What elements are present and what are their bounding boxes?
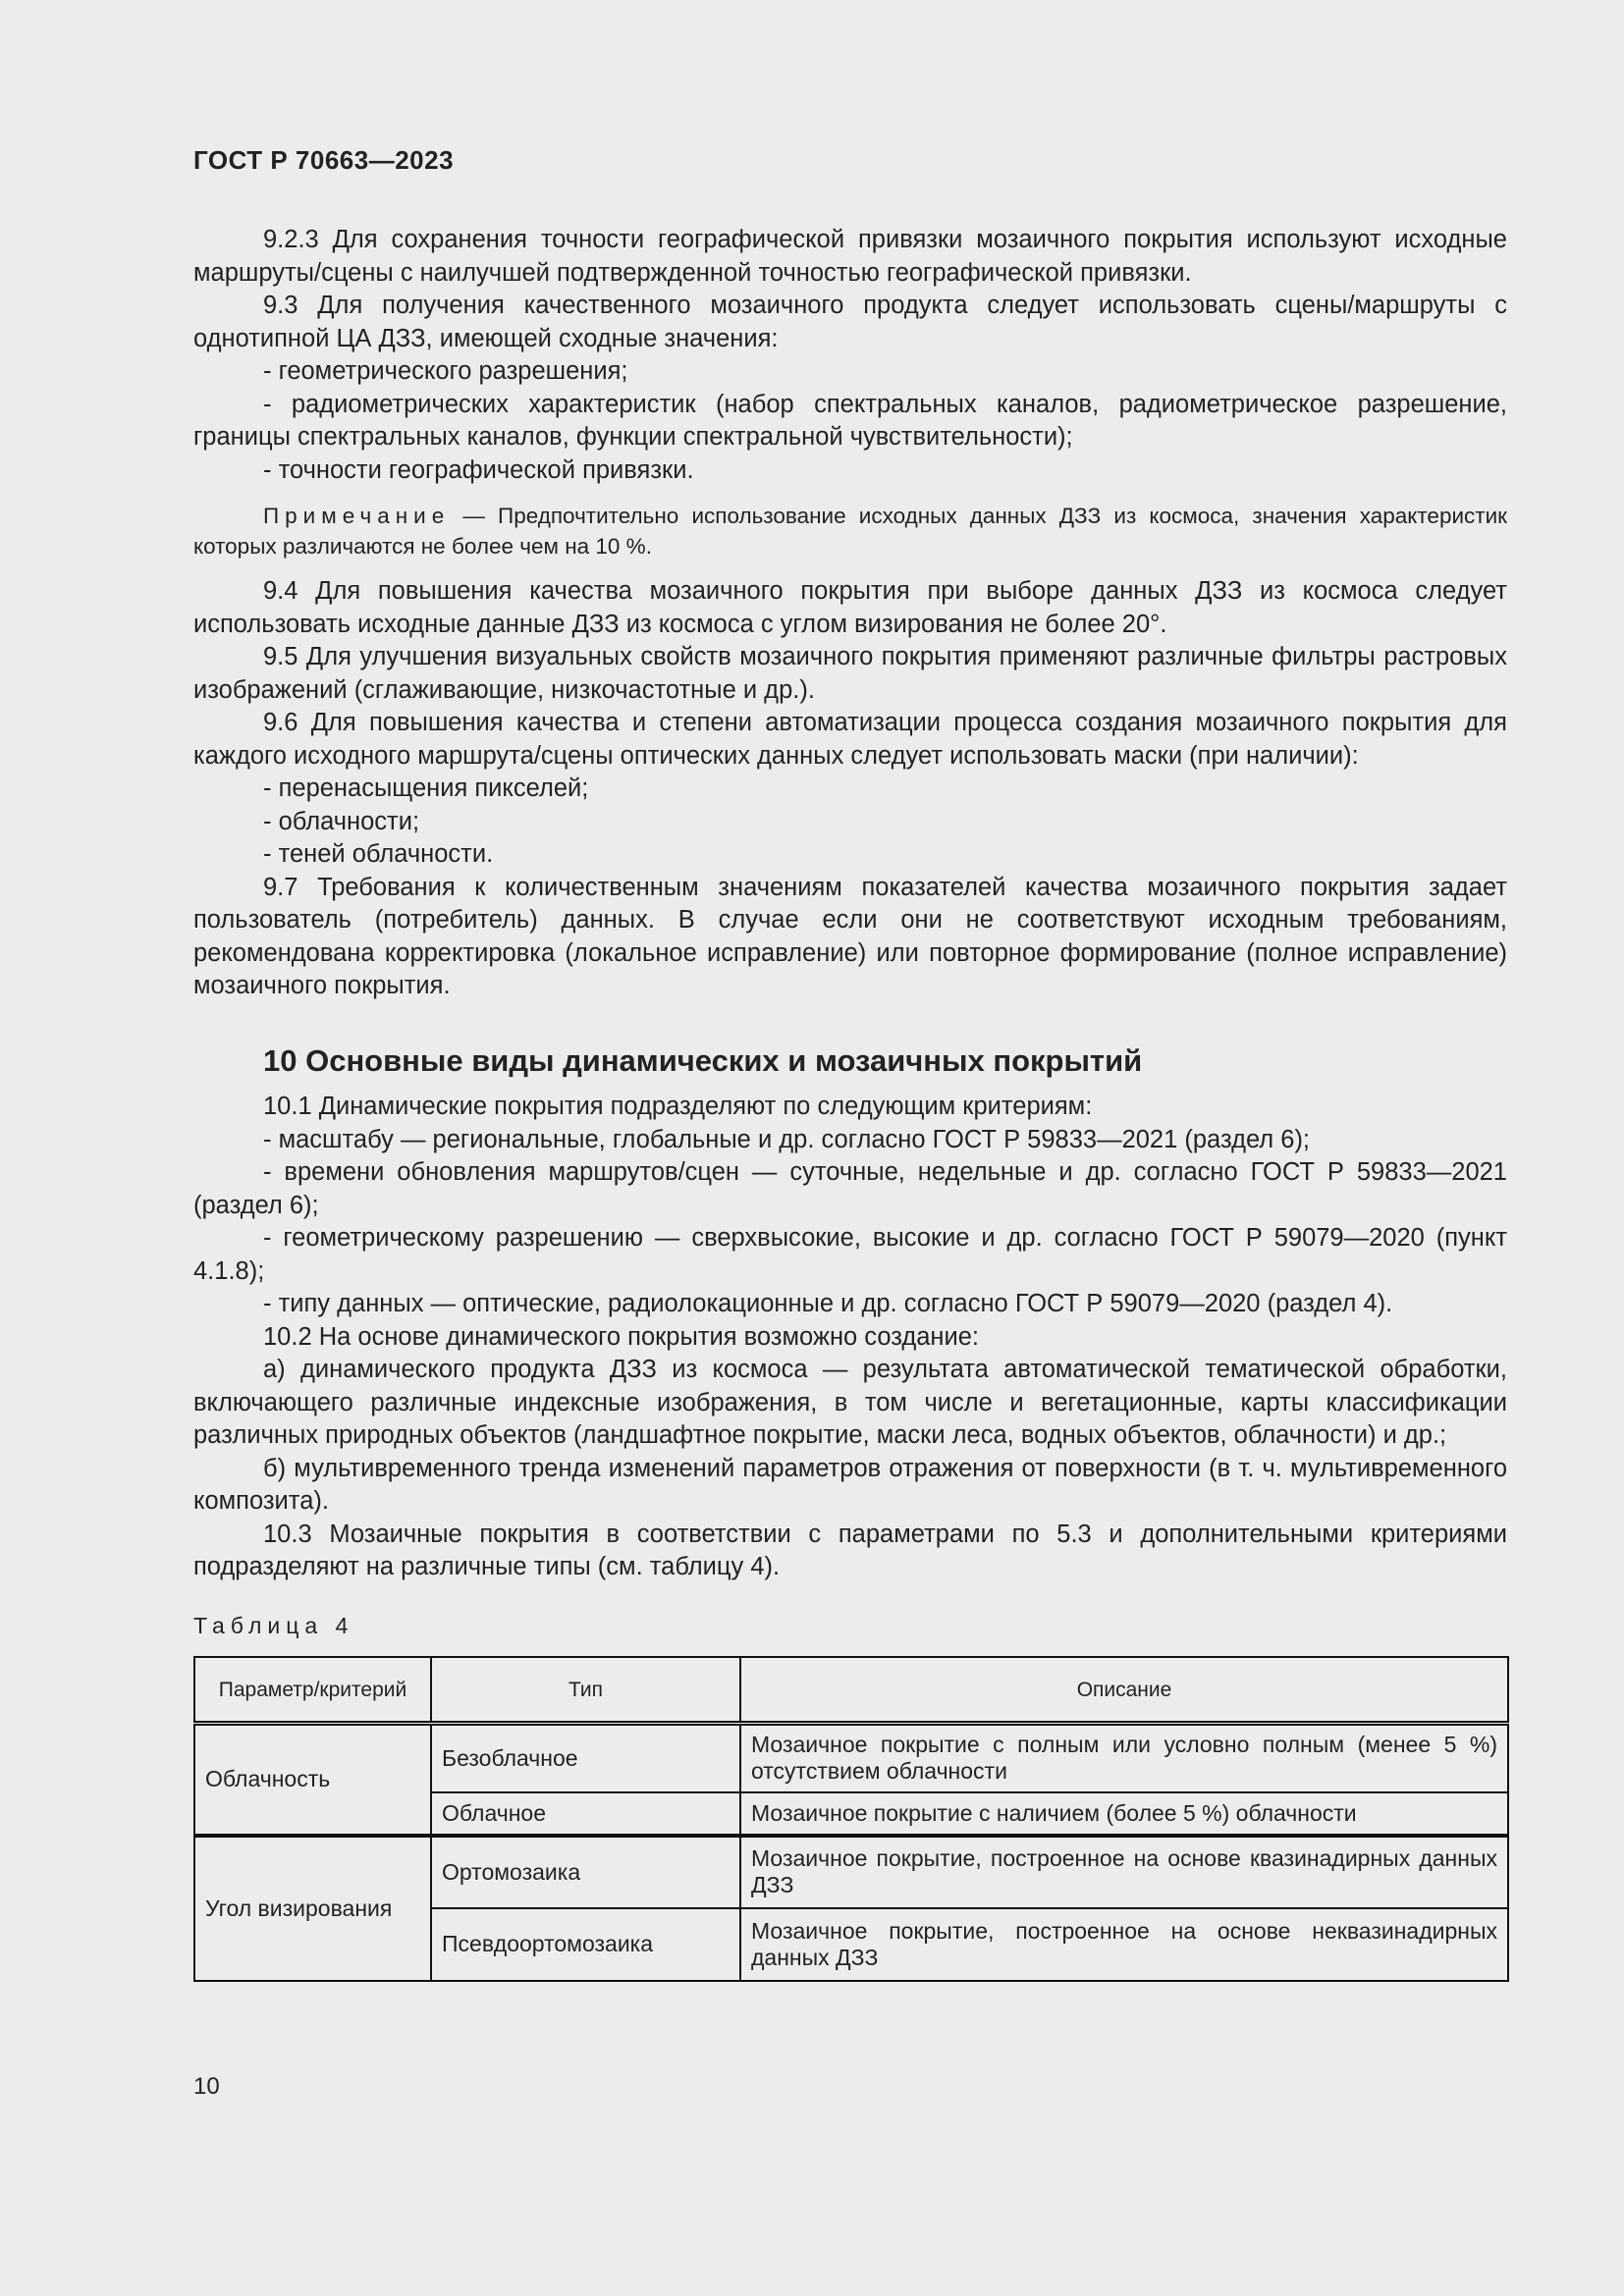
table-row [194,1836,1508,1908]
list-item: - перенасыщения пикселей; [263,774,589,802]
paragraph-10-3: 10.3 Мозаичные покрытия в соответствии с параметрами по 5.3 и дополнительными критериями подразделяют на различные типы (см. таблицу 4). [193,1520,1507,1580]
paragraph-9-5: 9.5 Для улучшения визуальных свойств мозаичного покрытия применяют различные фильтры растровых изображений (сглаживающие, низкочастотные и др.). [193,643,1507,704]
paragraph-10-2: 10.2 На основе динамического покрытия возможно создание: [263,1322,980,1351]
list-item: - радиометрических характеристик (набор спектральных каналов, радиометрическое разрешение, границы спектральных каналов, функции спектральной чувствительности); [193,390,1507,451]
document-body [193,224,1507,1982]
table-4 [193,1656,1509,1982]
param-cell: Угол визирования [194,1836,431,1981]
type-cell: Псевдоортомозаика [431,1908,740,1981]
desc-cell: Мозаичное покрытие с полным или условно полным (менее 5 %) отсутствием облачности [740,1724,1508,1792]
type-cell: Облачное [431,1792,740,1836]
type-cell: Безоблачное [431,1724,740,1792]
paragraph-10-1: 10.1 Динамические покрытия подразделяют по следующим критериям: [263,1093,1093,1120]
column-header: Параметр/критерий [194,1657,431,1724]
paragraph-9-4: 9.4 Для повышения качества мозаичного покрытия при выборе данных ДЗЗ из космоса следует использовать исходные данные ДЗЗ из космоса с углом визирования не более 20°. [193,577,1507,638]
note-label: Примечание [263,504,451,528]
column-header: Тип [431,1657,740,1724]
section-title: 10 Основные виды динамических и мозаичных покрытий [263,1042,1143,1078]
paragraph-10-2-a: а) динамического продукта ДЗЗ из космоса — результата автоматической тематической обработки, включающего различные индексные изображения, в том числе и вегетационные, карты классификации различных природных объектов (ландшафтное покрытие, маски леса, водных объектов, облачности) и др.; [193,1356,1507,1449]
note-text: — Предпочтительно использование исходных данных ДЗЗ из космоса, значения характеристик которых различаются не более чем на 10 %. [193,504,1507,559]
list-item: - теней облачности. [263,840,494,868]
list-item: - геометрического разрешения; [263,357,628,385]
table-caption: Таблица 4 [193,1612,354,1638]
table-header-row [194,1657,1508,1724]
paragraph-9-2-3: 9.2.3 Для сохранения точности географической привязки мозаичного покрытия используют исходные маршруты/сцены с наилучшей подтвержденной точностью географической привязки. [193,226,1507,287]
list-item: - облачности; [263,807,420,835]
table-row [194,1724,1508,1792]
type-cell: Ортомозаика [431,1836,740,1908]
document-header: ГОСТ Р 70663—2023 [193,145,455,175]
desc-cell: Мозаичное покрытие, построенное на основе квазинадирных данных ДЗЗ [740,1836,1508,1908]
paragraph-9-3: 9.3 Для получения качественного мозаичного продукта следует использовать сцены/маршруты с однотипной ЦА ДЗЗ, имеющей сходные значения: [193,292,1507,352]
list-item: - масштабу — региональные, глобальные и др. согласно ГОСТ Р 59833—2021 (раздел 6); [263,1125,1311,1153]
paragraph-9-7: 9.7 Требования к количественным значениям показателей качества мозаичного покрытия задает пользователь (потребитель) данных. В случае если они не соответствуют исходным требованиям, рекомендована корректировка (локальное исправление) или повторное формирование (полное исправление) мозаичного покрытия. [193,873,1507,999]
column-header: Описание [740,1657,1508,1724]
paragraph-10-2-b: б) мультивременного тренда изменений параметров отражения от поверхности (в т. ч. мультивременного композита). [193,1454,1507,1515]
list-item: - времени обновления маршрутов/сцен — суточные, недельные и др. согласно ГОСТ Р 59833—2021 (раздел 6); [193,1158,1507,1219]
desc-cell: Мозаичное покрытие, построенное на основе неквазинадирных данных ДЗЗ [740,1908,1508,1981]
param-cell: Облачность [194,1724,431,1836]
note [193,501,1507,561]
desc-cell: Мозаичное покрытие с наличием (более 5 %) облачности [740,1792,1508,1836]
page-number: 10 [193,2073,220,2100]
list-item: - типу данных — оптические, радиолокационные и др. согласно ГОСТ Р 59079—2020 (раздел 4). [263,1290,1393,1317]
paragraph-9-6: 9.6 Для повышения качества и степени автоматизации процесса создания мозаичного покрытия для каждого исходного маршрута/сцены оптических данных следует использовать маски (при наличии): [193,709,1507,770]
list-item: - геометрическому разрешению — сверхвысокие, высокие и др. согласно ГОСТ Р 59079—2020 (пункт 4.1.8); [193,1224,1507,1285]
list-item: - точности географической привязки. [263,455,694,484]
